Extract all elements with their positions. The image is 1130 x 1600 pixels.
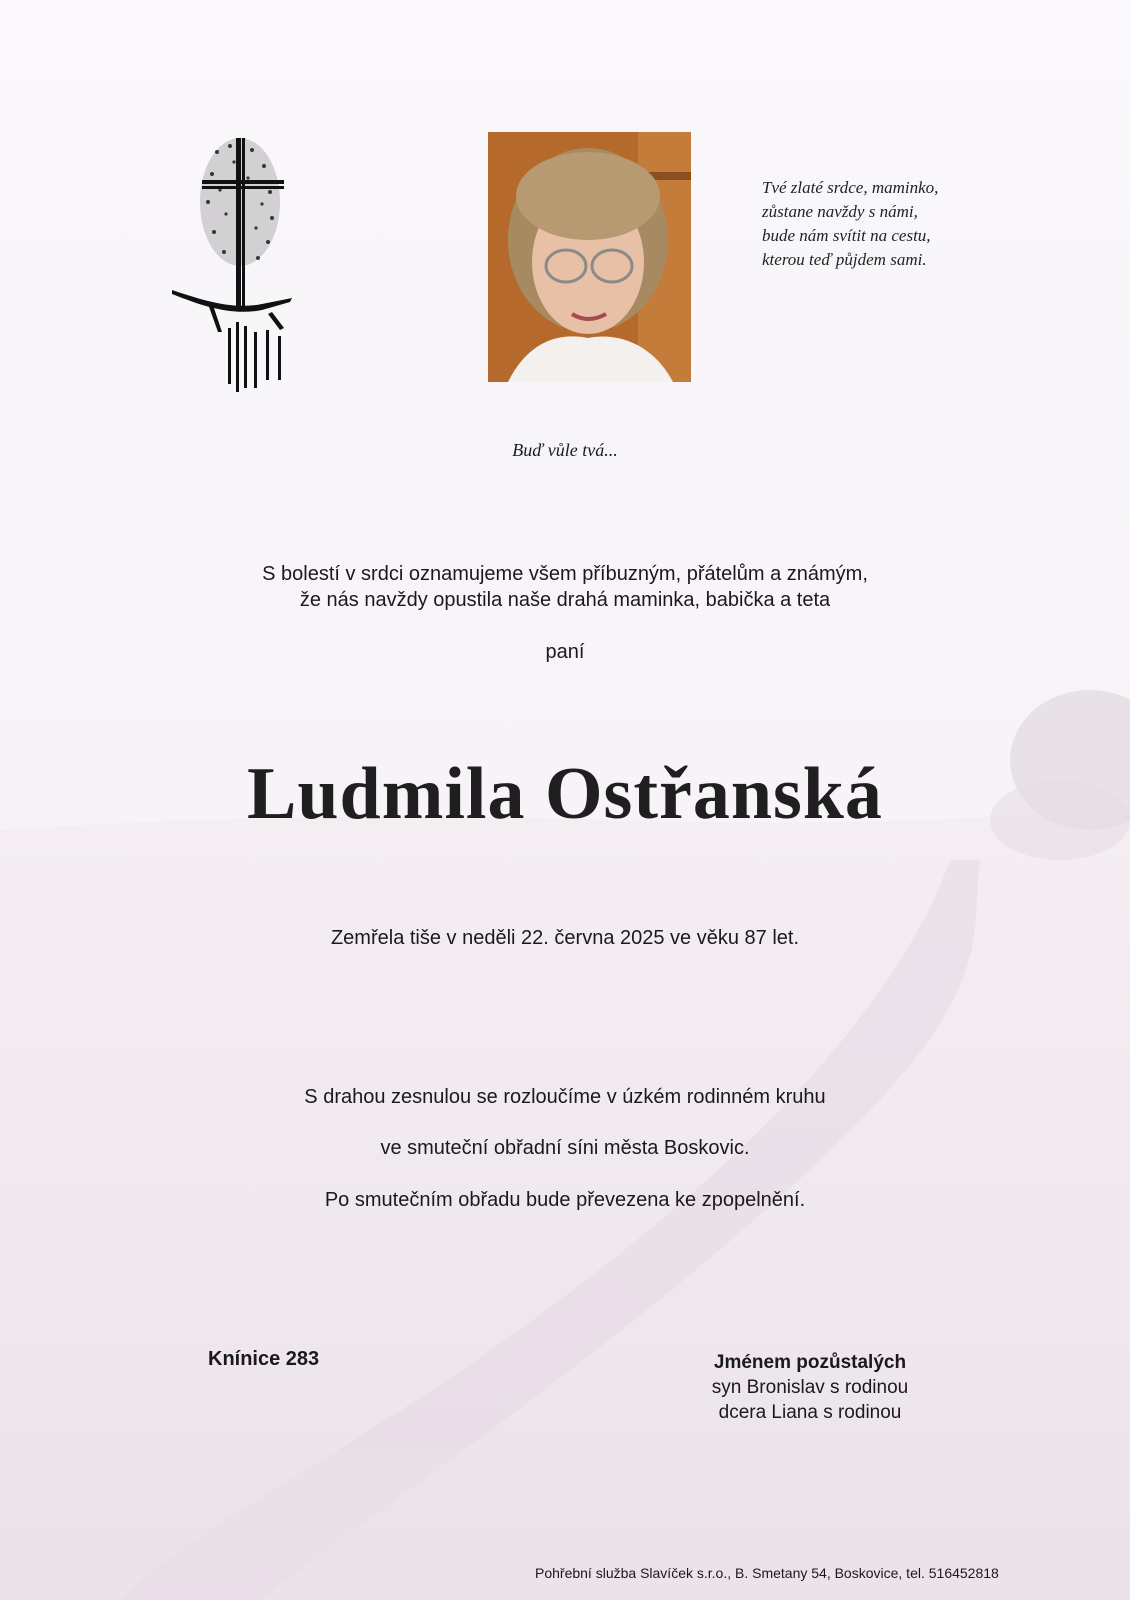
death-notice: Zemřela tiše v neděli 22. června 2025 ve věku 87 let. — [330, 927, 800, 949]
farewell-line: S drahou zesnulou se rozloučíme v úzkém rodinném kruhu — [304, 1086, 826, 1108]
poem — [762, 176, 1022, 272]
signers-block — [640, 1350, 980, 1425]
salutation: paní — [545, 641, 585, 663]
announcement-intro — [115, 561, 1015, 613]
farewell-line: ve smuteční obřadní síni města Boskovic. — [380, 1137, 750, 1159]
poem-line: kterou teď půjdem sami. — [762, 250, 927, 269]
farewell-line: Po smutečním obřadu bude převezena ke zpopelnění. — [324, 1189, 806, 1211]
funeral-service-footer: Pohřební služba Slavíček s.r.o., B. Smetany 54, Boskovice, tel. 516452818 — [535, 1565, 999, 1581]
poem-line: bude nám svítit na cestu, — [762, 226, 931, 245]
address: Knínice 283 — [208, 1348, 320, 1370]
signers-heading: Jménem pozůstalých — [713, 1352, 907, 1373]
signer-line: syn Bronislav s rodinou — [711, 1377, 909, 1398]
poem-line: Tvé zlaté srdce, maminko, — [762, 178, 939, 197]
poem-line: zůstane navždy s námi, — [762, 202, 918, 221]
portrait-photo — [488, 132, 691, 382]
motto: Buď vůle tvá... — [512, 440, 618, 460]
cross-tree-icon — [172, 132, 302, 404]
intro-line: že nás navždy opustila naše drahá maminka, babička a teta — [299, 589, 831, 611]
signer-line: dcera Liana s rodinou — [718, 1402, 902, 1423]
deceased-name: Ludmila Ostřanská — [247, 753, 883, 835]
intro-line: S bolestí v srdci oznamujeme všem příbuzným, přátelům a známým, — [262, 563, 868, 585]
